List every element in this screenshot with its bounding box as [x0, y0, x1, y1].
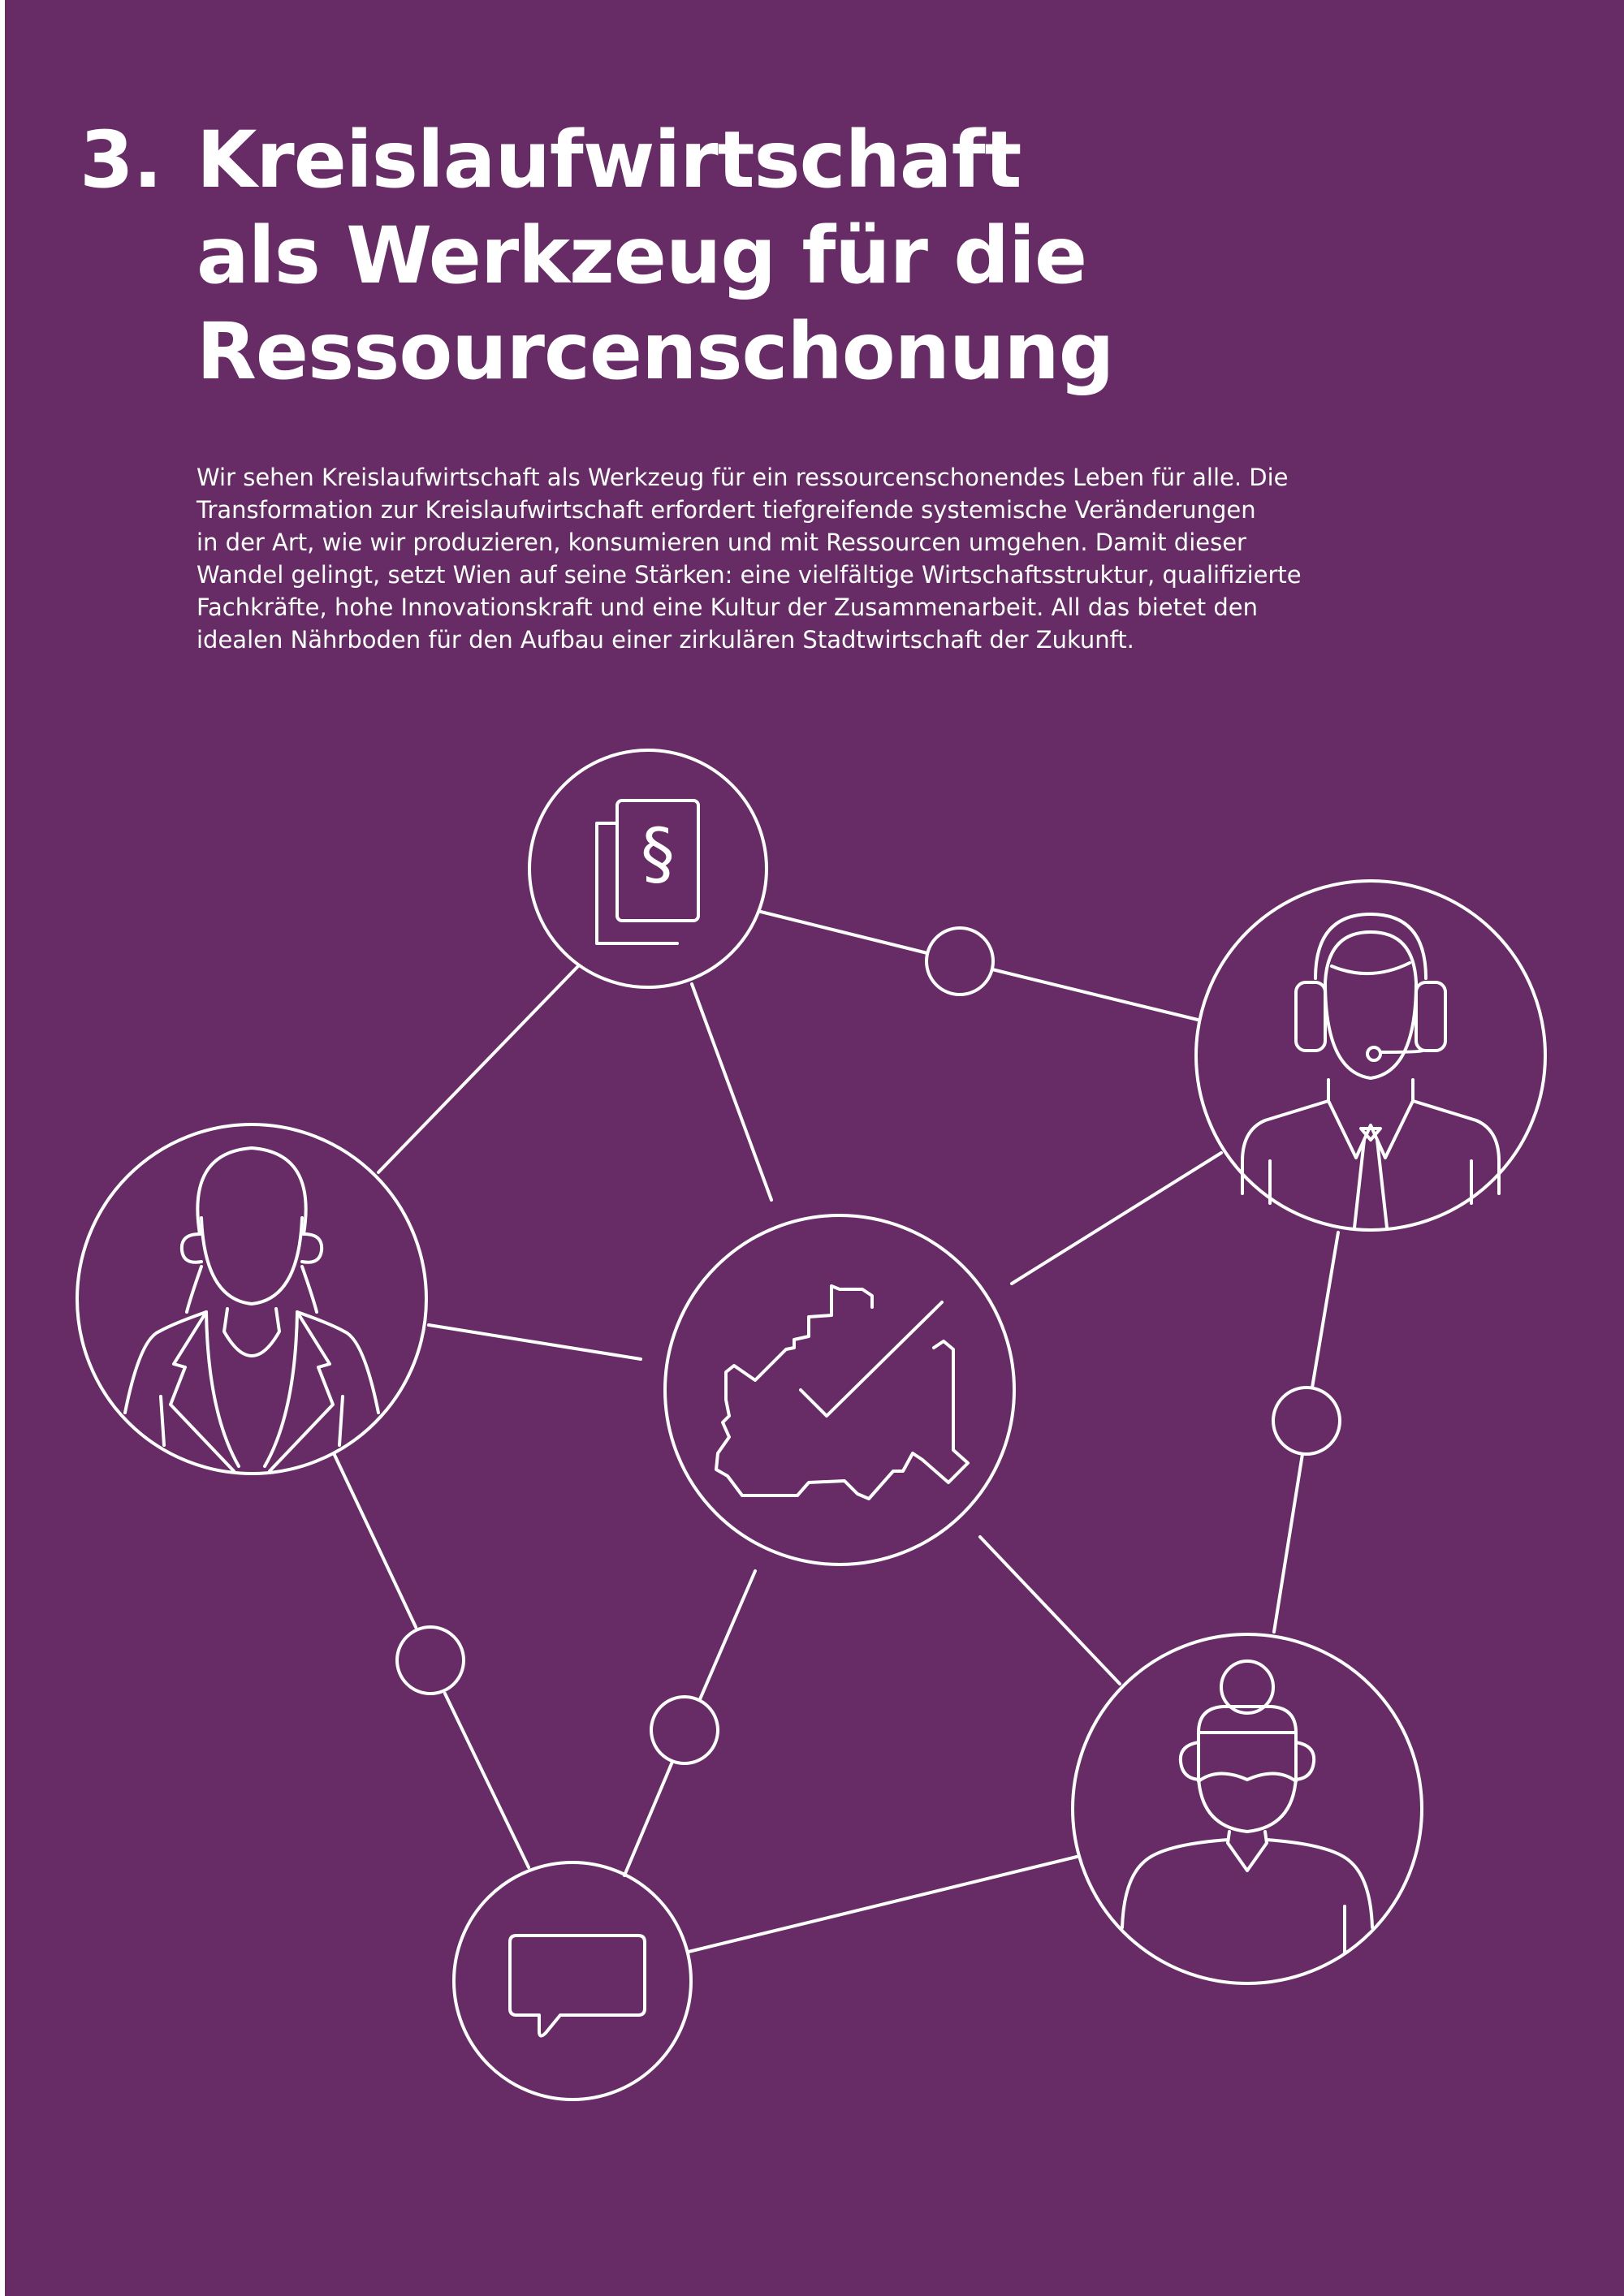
intro-line: Transformation zur Kreislaufwirtschaft erfordert tiefgreifende systemische Veränderungen: [197, 496, 1256, 524]
vienna-map-check-icon: [665, 1215, 1014, 1564]
network-connectors: [334, 912, 1338, 1952]
paragraph-symbol: §: [641, 814, 675, 893]
paragraph-document-icon: [529, 750, 767, 987]
connector-nodes: [397, 928, 1340, 1763]
masked-worker-icon: [1073, 1634, 1422, 1983]
section-title-line: Kreislaufwirtschaft: [197, 114, 1021, 205]
section-title-line: als Werkzeug für die: [197, 210, 1087, 301]
intro-line: in der Art, wie wir produzieren, konsumieren und mit Ressourcen umgehen. Damit dieser: [197, 529, 1246, 556]
call-center-agent-icon: [1196, 881, 1545, 1230]
speech-bubble-icon: [454, 1862, 691, 2100]
intro-line: idealen Nährboden für den Aufbau einer zirkulären Stadtwirtschaft der Zukunft.: [197, 626, 1134, 654]
section-title-line: Ressourcenschonung: [197, 306, 1114, 397]
section-number: 3.: [80, 114, 162, 205]
businesswoman-icon: [77, 1124, 426, 1474]
intro-line: Wir sehen Kreislaufwirtschaft als Werkzeug für ein ressourcenschonendes Leben für alle. Die: [197, 464, 1289, 491]
intro-line: Wandel gelingt, setzt Wien auf seine Stärken: eine vielfältige Wirtschaftsstruktur, qualifizierte: [197, 561, 1302, 589]
intro-line: Fachkräfte, hohe Innovationskraft und eine Kultur der Zusammenarbeit. All das bietet den: [197, 593, 1259, 621]
